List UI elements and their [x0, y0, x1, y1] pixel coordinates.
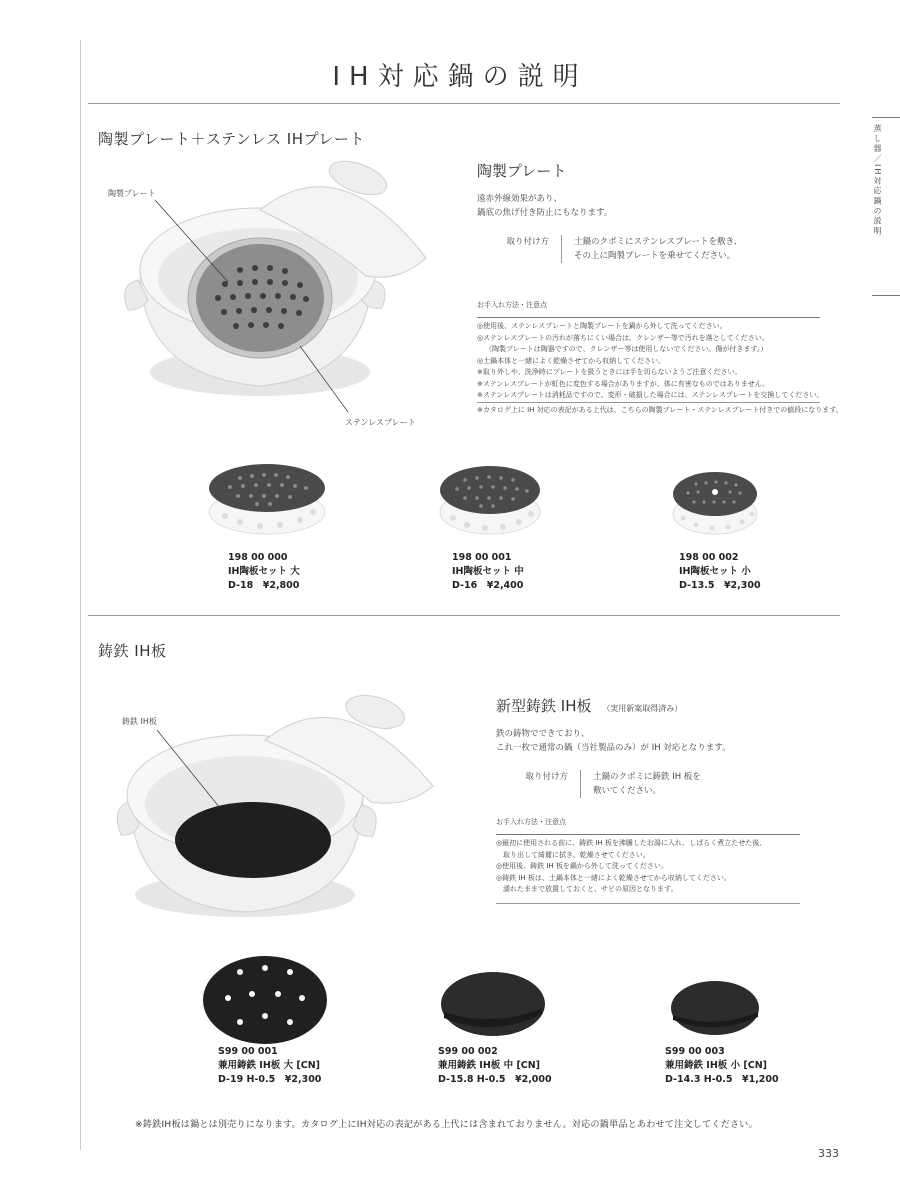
attach-label: 取り付け方	[496, 770, 581, 798]
sidebar-rule-bottom	[872, 295, 900, 296]
ih-ceramic-set-medium-image	[435, 462, 545, 542]
product-name: IH陶板セット 中	[452, 566, 524, 577]
product-name: 兼用鋳鉄 IH板 大 [CN]	[218, 1060, 321, 1071]
ih-ceramic-set-large-image	[205, 460, 330, 540]
product-card-198-00-002	[679, 551, 761, 593]
callout-cast-iron-plate: 鋳鉄 IH板	[122, 717, 157, 726]
section2-care-notes: ◎最初に使用される前に、鋳鉄 IH 板を沸騰したお湯に入れ、しばらく煮立たせた後、 取り出して綺麗に拭き、乾燥させてください。 ◎使用後、鋳鉄 IH 板を鍋から外して洗ってください。 ◎鋳鉄 IH 板は、土鍋本体と一緒によく乾燥させてから収納してください。 濡れたままで放置しておくと、サビの原因となります。	[496, 839, 767, 893]
attach-text: 土鍋のクボミに鋳鉄 IH 板を 敷いてください。	[593, 772, 701, 796]
section1-care-heading: お手入れ方法・注意点	[477, 301, 547, 309]
cast-iron-ih-plate-medium-image	[438, 968, 548, 1038]
product-spec: D-13.5 ¥2,300	[679, 580, 761, 591]
section1-heading: 陶製プレート＋ステンレス IHプレート	[98, 130, 365, 148]
section1-catalog-note: ※カタログ上に IH 対応の表記がある上代は、こちらの陶製プレート・ステンレスプレート付きでの値段になります。	[477, 406, 843, 414]
product-code: S99 00 001	[218, 1046, 278, 1057]
product-card-198-00-000	[228, 551, 300, 593]
product-card-S99-00-003	[665, 1045, 779, 1087]
sidebar-rule-top	[872, 117, 900, 118]
attach-text: 土鍋のクボミにステンレスプレートを敷き、 その上に陶製プレートを乗せてください。	[574, 237, 743, 261]
product-spec: D-16 ¥2,400	[452, 580, 524, 591]
product-code: 198 00 001	[452, 552, 512, 563]
section1-description: 遠赤外線効果があり、 鍋底の焦げ付き防止にもなります。	[477, 194, 613, 218]
side-label: 蒸し器／IH対応鍋の説明	[873, 124, 882, 237]
title-divider	[88, 103, 840, 104]
product-name: 兼用鋳鉄 IH板 小 [CN]	[665, 1060, 768, 1071]
section1-care-notes: ◎使用後、ステンレスプレートと陶製プレートを鍋から外して洗ってください。 ◎ステンレスプレートの汚れが落ちにくい場合は、クレンザー等で汚れを落としてください。 （陶製プレートは陶器ですので、クレンザー等は使用しないでください。傷が付きます。） ◎土鍋本体と一緒によく乾燥させてから収納してください。 ※取り外しや、洗浄時にプレートを扱うときには手を切らないようご注意ください。 ※ステンレスプレートが虹色に変色する場合がありますが、体に有害なものではありません。 ※ステンレスプレートは消耗品ですので、変形・破損した場合には、ステンレスプレートを交換してください。	[477, 322, 824, 399]
section2-care-heading: お手入れ方法・注意点	[496, 818, 566, 826]
care-divider-2	[496, 834, 800, 835]
product-code: S99 00 003	[665, 1046, 725, 1057]
product-code: S99 00 002	[438, 1046, 498, 1057]
product-spec: D-19 H-0.5 ¥2,300	[218, 1074, 322, 1085]
care-divider	[477, 317, 820, 318]
product-card-S99-00-002	[438, 1045, 552, 1087]
section2-subtitle: 新型鋳鉄 IH板 （実用新案取得済み）	[496, 697, 683, 715]
attach-label: 取り付け方	[477, 235, 562, 263]
product-spec: D-18 ¥2,800	[228, 580, 300, 591]
left-binding-line	[80, 40, 81, 1150]
callout-stainless-plate: ステンレスプレート	[345, 418, 416, 427]
section1-subtitle: 陶製プレート	[477, 162, 567, 180]
product-name: 兼用鋳鉄 IH板 中 [CN]	[438, 1060, 541, 1071]
product-spec: D-15.8 H-0.5 ¥2,000	[438, 1074, 552, 1085]
cast-iron-ih-plate-small-image	[668, 978, 763, 1038]
ih-ceramic-set-small-image	[668, 468, 763, 540]
page-number: 333	[818, 1147, 839, 1160]
callout-ceramic-plate: 陶製プレート	[108, 189, 156, 198]
footnote: ※鋳鉄IH板は鍋とは別売りになります。カタログ上にIH対応の表記がある上代には含まれておりません。対応の鍋単品とあわせて注文してください。	[135, 1120, 758, 1130]
product-code: 198 00 000	[228, 552, 288, 563]
product-name: IH陶板セット 大	[228, 566, 300, 577]
section-divider	[88, 615, 840, 616]
page-title: IH対応鍋の説明	[332, 62, 588, 92]
product-card-S99-00-001	[218, 1045, 321, 1087]
product-spec: D-14.3 H-0.5 ¥1,200	[665, 1074, 779, 1085]
donabe-with-cast-iron-plate-illustration	[115, 690, 455, 930]
care-bottom-rule-2	[496, 903, 800, 904]
cast-iron-ih-plate-large-image	[200, 950, 330, 1045]
product-name: IH陶板セット 小	[679, 566, 751, 577]
section2-description: 鉄の鋳物でできており、 これ一枚で通常の鍋（当社製品のみ）が IH 対応となります。	[496, 729, 731, 753]
product-code: 198 00 002	[679, 552, 739, 563]
patent-note: （実用新案取得済み）	[602, 704, 683, 713]
catalog-note-rule	[477, 402, 820, 403]
section2-attach-row	[496, 770, 701, 798]
section2-heading: 鋳鉄 IH板	[98, 642, 167, 660]
section1-attach-row	[477, 235, 742, 263]
product-card-198-00-001	[452, 551, 524, 593]
